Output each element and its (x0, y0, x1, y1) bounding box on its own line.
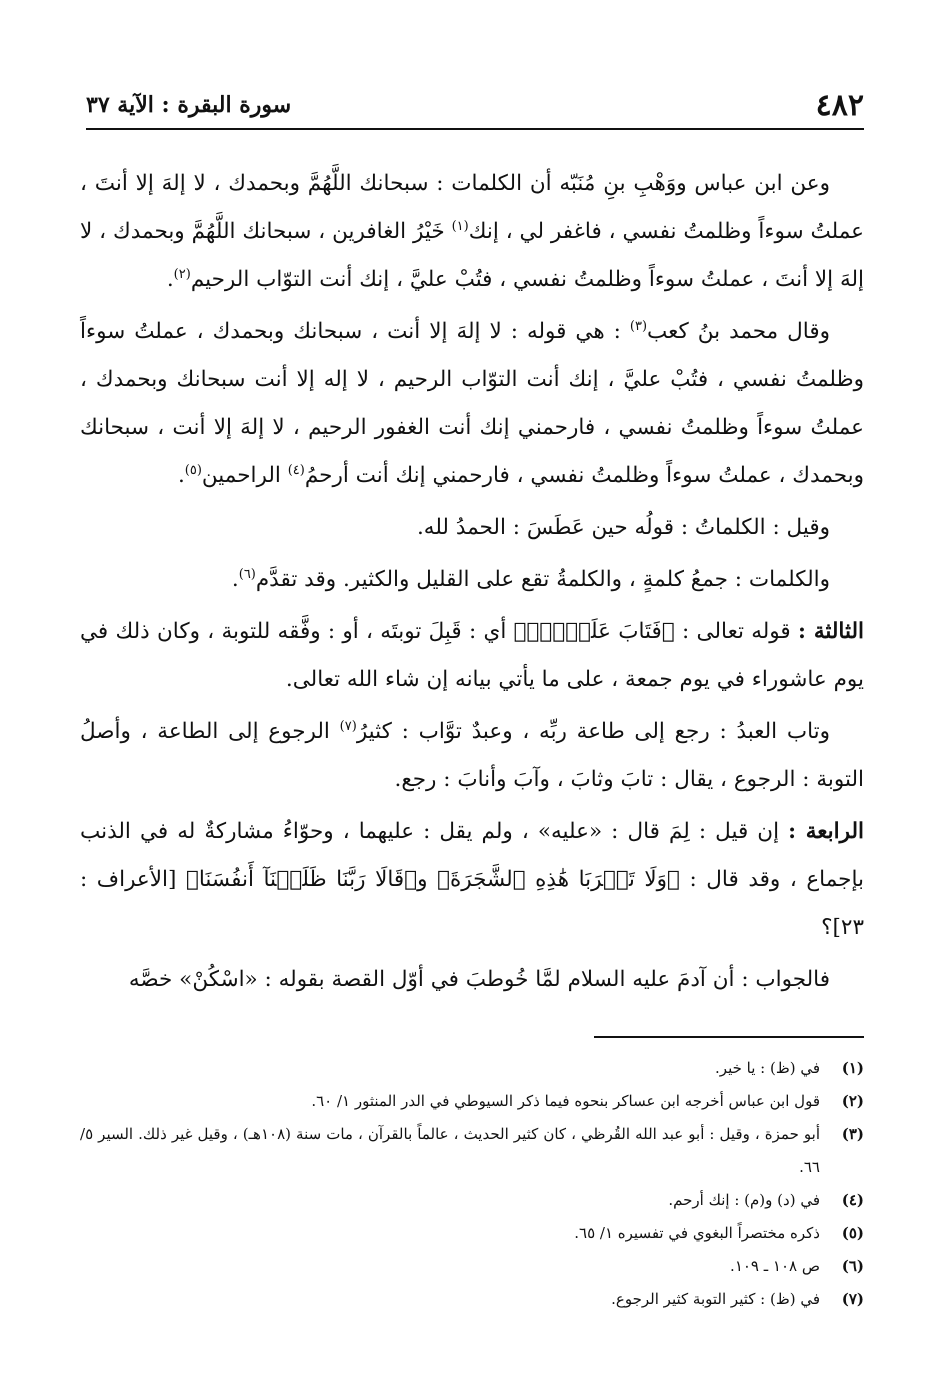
quran-quote: ﴿قَالَا رَبَّنَا ظَلَمۡنَآ أَنفُسَنَا﴾ (185, 867, 418, 892)
footnote-ref-5: (٥) (184, 462, 202, 478)
main-text (80, 160, 864, 1008)
footnote-number: (٦) (841, 1257, 864, 1275)
footnote-text: في (د) و(م) : إنك أرحم. (668, 1191, 820, 1209)
footnote-ref-3: (٣) (629, 318, 648, 334)
footnote-number: (١) (841, 1059, 864, 1077)
footnote-item (80, 1118, 864, 1184)
paragraph-tawba: وتاب العبدُ : رجع إلى طاعة ربِّه ، وعبدٌ توَّاب : كثيرُ$^{(٧)}$ الرجوع إلى الطاعة ، وأصلُ التوبة : الرجوع ، يقال : تابَ وثابَ ، وآبَ وأنابَ : رجع. (80, 718, 864, 792)
quran-quote: ﴿وَلَا تَقۡرَبَا هَٰذِهِ ٱلشَّجَرَةَ﴾ (437, 867, 680, 892)
footnote-number: (٢) (841, 1092, 864, 1110)
footnote-ref-1: (١) (451, 218, 469, 234)
footnote-item (80, 1184, 864, 1217)
footnote-number: (٥) (841, 1224, 864, 1242)
footnote-text: في (ظ) : يا خير. (715, 1059, 820, 1077)
footnote-ref-6: (٦) (238, 566, 256, 582)
footnote-ref-4: (٤) (287, 462, 305, 478)
running-title: سورة البقرة : الآية ٣٧ (86, 92, 292, 118)
paragraph-sneeze: وقيل : الكلماتُ : قولُه حين عَطَسَ : الحمدُ لله. (416, 515, 830, 540)
footnotes (80, 1052, 864, 1316)
footnote-item (80, 1052, 864, 1085)
footnote-text: في (ظ) : كثير التوبة كثير الرجوع. (611, 1290, 820, 1308)
footnote-text: ذكره مختصراً البغوي في تفسيره ١/ ٦٥. (574, 1224, 820, 1242)
paragraph-answer: فالجواب : أن آدمَ عليه السلام لمَّا خُوطبَ في أوّل القصة بقوله : «اسْكُنْ» خصَّه (128, 967, 830, 992)
paragraph-ibn-abbas: وعن ابن عباس ووَهْبِ بنِ مُنَبّه أن الكلمات : سبحانك اللَّهُمَّ وبحمدك ، لا إلهَ إلا أنتَ ، عملتُ سوءاً وظلمتُ نفسي ، فاغفر لي ، إنك$^{(١)}$ خَيْرُ الغافرين ، سبحانك اللَّهُمَّ وبحمدك ، لا إلهَ إلا أنتَ ، عملتُ سوءاً وظلمتُ نفسي ، فتُبْ عليَّ ، إنك أنت التوّاب الرحيم$^{(٢)}$. (80, 171, 865, 292)
paragraph-kalimat: والكلمات : جمعُ كلمةٍ ، والكلمةُ تقع على القليل والكثير. وقد تقدَّم$^{(٦)}$. (231, 566, 830, 592)
footnote-item (80, 1217, 864, 1250)
page-header (86, 82, 864, 130)
issue-label-third: الثالثة : (797, 619, 864, 644)
footnote-text: أبو حمزة ، وقيل : أبو عبد الله القُرظي ، كان كثير الحديث ، عالماً بالقرآن ، مات سنة (١٠٨هـ) ، وقيل غير ذلك. السير ٥/ ٦٦. (80, 1125, 820, 1176)
page-number: ٤٨٢ (815, 87, 864, 123)
verse-reference: [الأعراف : ٢٣]؟ (80, 867, 864, 940)
paragraph-third-issue: الثالثة : قوله تعالى : ﴿فَتَابَ عَلَيۡهِۚ﴾ أي : قَبِلَ توبتَه ، أو : وفَّقه للتوبة ، وكان ذلك في يوم عاشوراء في يوم جمعة ، على ما يأتي بيانه إن شاء الله تعالى. (80, 619, 864, 692)
paragraph-muhammad-ibn-kaab: وقال محمد بنُ كعب$^{(٣)}$ : هي قوله : لا إلهَ إلا أنت ، سبحانك وبحمدك ، عملتُ سوءاً وظلمتُ نفسي ، فتُبْ عليَّ ، إنك أنت التوّاب الرحيم ، لا إله إلا أنت سبحانك وبحمدك ، عملتُ سوءاً وظلمتُ نفسي ، فارحمني إنك أنت الغفور الرحيم ، لا إلهَ إلا أنت ، سبحانك وبحمدك ، عملتُ سوءاً وظلمتُ نفسي ، فارحمني إنك أنت أرحمُ$^{(٤)}$ الراحمين$^{(٥)}$. (80, 318, 864, 488)
footnote-number: (٤) (841, 1191, 864, 1209)
footnote-item (80, 1250, 864, 1283)
footnote-ref-7: (٧) (339, 718, 357, 734)
footnote-text: ص ١٠٨ ـ ١٠٩. (730, 1257, 820, 1275)
footnote-item (80, 1085, 864, 1118)
footnote-number: (٧) (841, 1290, 864, 1308)
paragraph-fourth-issue: الرابعة : إن قيل : لِمَ قال : «عليه» ، ولم يقل : عليهما ، وحوّاءُ مشاركةٌ له في الذنب بإجماع ، وقد قال : ﴿وَلَا تَقۡرَبَا هَٰذِهِ ٱلشَّجَرَةَ﴾ و﴿قَالَا رَبَّنَا ظَلَمۡنَآ أَنفُسَنَا﴾ [الأعراف : ٢٣]؟ (80, 819, 864, 940)
issue-label-fourth: الرابعة : (788, 819, 864, 844)
footnote-item (80, 1283, 864, 1316)
footnote-number: (٣) (841, 1125, 864, 1143)
quran-quote: ﴿فَتَابَ عَلَيۡهِۚ﴾ (513, 619, 675, 644)
footnote-ref-2: (٢) (173, 266, 191, 282)
footnote-divider (594, 1036, 864, 1038)
footnote-text: قول ابن عباس أخرجه ابن عساكر بنحوه فيما ذكر السيوطي في الدر المنثور ١/ ٦٠. (311, 1092, 820, 1110)
